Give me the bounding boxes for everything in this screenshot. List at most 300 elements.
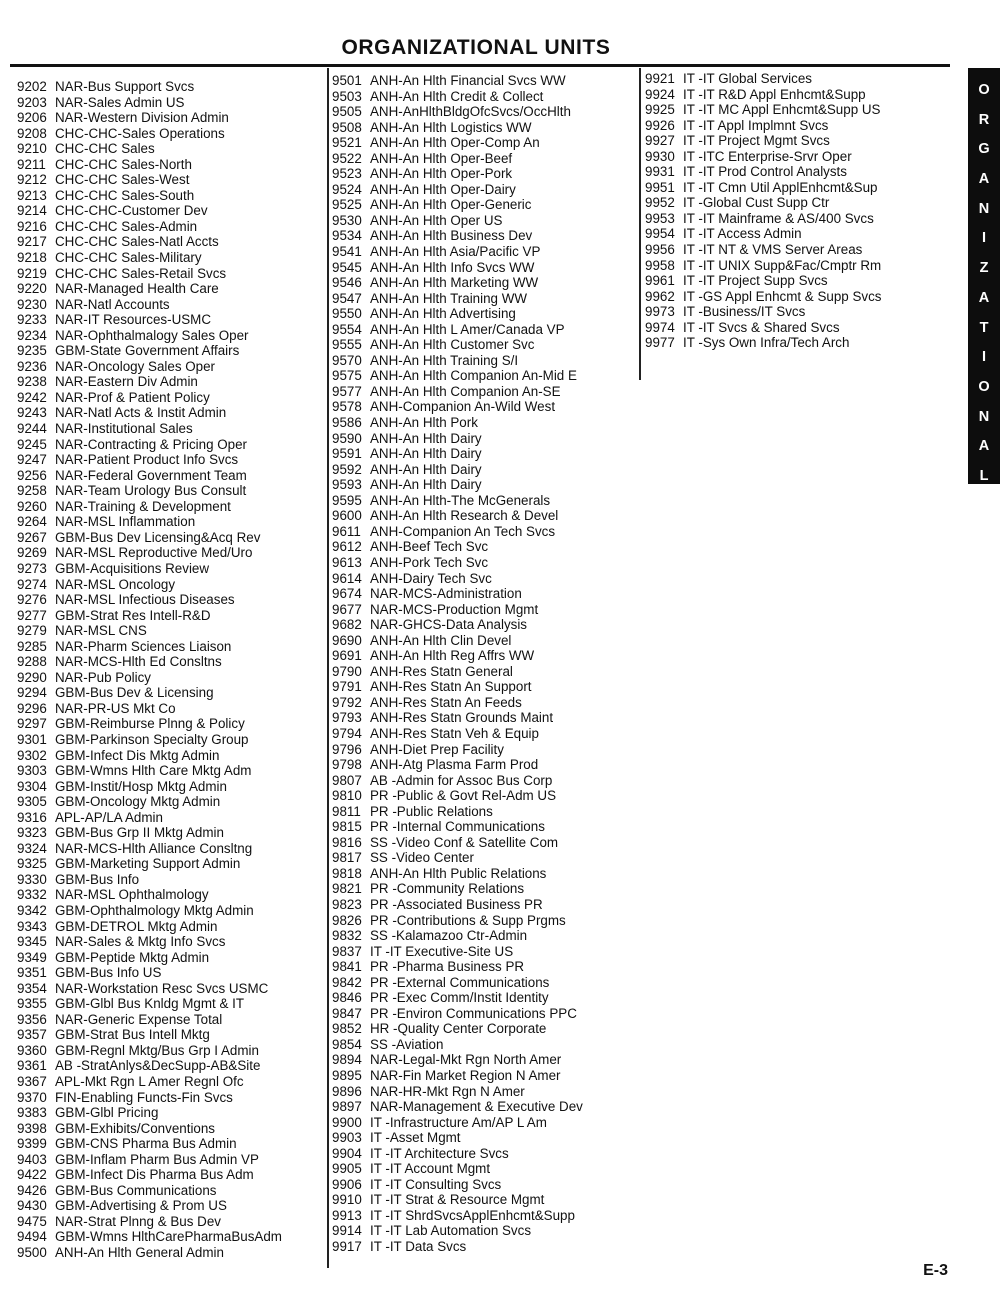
unit-name: ANH-AnHlthBldgOfcSvcs/OccHlth [370,104,571,120]
unit-entry [645,102,945,118]
unit-code: 9674 [332,586,362,602]
unit-name: GBM-Ophthalmology Mktg Admin [55,902,254,918]
unit-name: GBM-Glbl Pricing [55,1105,159,1121]
unit-entry [17,1121,322,1137]
unit-code: 9290 [17,669,47,685]
unit-name: ANH-An Hlth Companion An-SE [370,383,561,399]
unit-entry [645,180,945,196]
unit-code: 9910 [332,1192,362,1208]
unit-name: NAR-IT Resources-USMC [55,312,211,328]
unit-code: 9578 [332,399,362,415]
unit-entry [17,732,322,748]
unit-code: 9354 [17,980,47,996]
unit-code: 9244 [17,421,47,437]
unit-name: NAR-Fin Market Region N Amer [370,1068,561,1083]
unit-name: IT -Sys Own Infra/Tech Arch [683,335,850,351]
unit-code: 9525 [332,197,362,213]
unit-code: 9961 [645,273,675,289]
unit-entry [17,374,322,390]
unit-name: ANH-Res Statn General [370,663,513,679]
unit-entry [645,258,945,274]
unit-code: 9798 [332,757,362,773]
unit-entry [332,1223,637,1239]
unit-code: 9593 [332,477,362,493]
unit-code: 9600 [332,508,362,524]
unit-name: APL-AP/LA Admin [55,809,163,825]
unit-entry [332,213,637,229]
unit-entry [332,586,637,602]
unit-code: 9523 [332,166,362,182]
unit-entry [332,710,637,726]
unit-code: 9977 [645,335,675,351]
unit-code: 9273 [17,560,47,576]
unit-entry [332,166,637,182]
unit-code: 9913 [332,1207,362,1223]
column-3 [645,71,945,351]
unit-code: 9243 [17,405,47,421]
unit-name: ANH-An Hlth Reg Affrs WW [370,648,535,664]
unit-name: NAR-MSL Reproductive Med/Uro [55,545,253,561]
unit-entry [332,1099,637,1115]
unit-name: NAR-MSL Infectious Diseases [55,592,235,608]
side-tab-letter: A [978,438,990,455]
unit-name: NAR-MCS-Hlth Alliance Consltng [55,840,253,856]
unit-entry [17,234,322,250]
unit-entry [17,872,322,888]
unit-code: 9925 [645,102,675,118]
unit-entry [332,1052,637,1068]
unit-entry [332,913,637,929]
unit-code: 9847 [332,1005,362,1021]
unit-code: 9807 [332,772,362,788]
unit-name: SS -Aviation [370,1036,444,1052]
unit-code: 9501 [332,73,362,88]
column-2 [332,73,637,1255]
side-tab-letter: L [979,468,989,485]
unit-code: 9931 [645,164,675,180]
side-tab-letter: R [978,111,990,128]
unit-code: 9208 [17,125,47,141]
unit-name: SS -Kalamazoo Ctr-Admin [370,928,528,944]
unit-code: 9534 [332,228,362,244]
unit-entry [17,421,322,437]
unit-name: GBM-Bus Info US [55,965,162,981]
unit-entry [332,462,637,478]
unit-name: ANH-An Hlth Oper-Comp An [370,135,540,151]
unit-name: NAR-Workstation Resc Svcs USMC [55,980,269,996]
unit-name: GBM-Bus Dev Licensing&Acq Rev [55,529,261,545]
unit-name: AB -Admin for Assoc Bus Corp [370,772,553,788]
unit-name: GBM-Wmns Hlth Care Mktg Adm [55,763,252,779]
unit-entry [332,990,637,1006]
unit-entry [17,623,322,639]
unit-code: 9894 [332,1052,362,1068]
unit-name: ANH-Companion An-Wild West [370,399,556,415]
unit-code: 9612 [332,539,362,555]
unit-code: 9914 [332,1223,362,1239]
unit-name: PR -Environ Communications PPC [370,1005,577,1021]
unit-name: NAR-Generic Expense Total [55,1011,223,1027]
side-tab-letter: A [978,171,990,187]
unit-entry [17,779,322,795]
page-title: ORGANIZATIONAL UNITS [341,36,611,59]
unit-entry [332,228,637,244]
column-1 [17,79,322,1261]
unit-name: PR -External Communications [370,974,550,990]
unit-code: 9895 [332,1068,362,1083]
unit-name: ANH-An Hlth Customer Svc [370,337,535,353]
unit-entry [332,571,637,587]
unit-code: 9213 [17,187,47,203]
unit-entry [332,477,637,493]
unit-name: IT -IT NT & VMS Server Areas [683,242,863,258]
unit-code: 9586 [332,415,362,431]
unit-entry [332,742,637,758]
unit-name: NAR-Pharm Sciences Liaison [55,638,232,654]
unit-entry [332,1021,637,1037]
unit-entry [17,561,322,577]
unit-entry [645,118,945,134]
unit-entry [332,1006,637,1022]
unit-entry [332,275,637,291]
unit-entry [17,1229,322,1245]
unit-name: IT -IT Mainframe & AS/400 Svcs [683,210,874,226]
unit-entry [17,1152,322,1168]
unit-name: GBM-Strat Res Intell-R&D [55,607,211,623]
unit-name: NAR-Natl Acts & Instit Admin [55,405,227,421]
unit-entry [332,260,637,276]
unit-name: NAR-Natl Accounts [55,296,170,312]
unit-code: 9426 [17,1182,47,1198]
unit-name: GBM-Wmns HlthCarePharmaBusAdm [55,1229,282,1245]
unit-code: 9211 [17,156,46,172]
unit-name: ANH-Res Statn An Feeds [370,694,522,710]
unit-name: CHC-CHC Sales-Admin [55,218,198,234]
unit-name: GBM-Strat Bus Intell Mktg [55,1027,210,1043]
unit-name: GBM-Peptide Mktg Admin [55,949,210,965]
unit-name: IT -IT Cmn Util ApplEnhcmt&Sup [683,179,878,195]
unit-code: 9264 [17,514,47,530]
unit-code: 9917 [332,1239,362,1255]
unit-entry [17,405,322,421]
unit-code: 9202 [17,79,47,94]
unit-entry [332,135,637,151]
unit-entry [332,1239,637,1255]
unit-code: 9956 [645,242,675,258]
unit-entry [17,312,322,328]
section-tab [968,68,1000,484]
unit-entry [17,297,322,313]
side-tab-letter: Z [979,260,989,277]
unit-code: 9242 [17,389,47,405]
side-tab-letter: A [978,289,990,306]
unit-code: 9595 [332,492,362,508]
unit-entry [17,1090,322,1106]
unit-name: NAR-Federal Government Team [55,467,247,483]
unit-name: ANH-An Hlth Oper US [370,212,503,228]
unit-code: 9522 [332,150,362,166]
unit-name: GBM-CNS Pharma Bus Admin [55,1136,237,1152]
unit-code: 9577 [332,383,362,399]
unit-code: 9351 [17,965,47,981]
unit-entry [17,95,322,111]
unit-code: 9422 [17,1167,47,1183]
unit-code: 9930 [645,148,675,164]
unit-code: 9370 [17,1089,47,1105]
unit-entry [17,79,322,95]
unit-code: 9235 [17,343,47,359]
unit-entry [332,850,637,866]
unit-entry [332,431,637,447]
unit-entry [17,763,322,779]
unit-code: 9269 [17,545,47,561]
unit-code: 9821 [332,881,362,897]
unit-code: 9288 [17,654,47,670]
unit-name: NAR-Management & Executive Dev [370,1099,583,1115]
unit-name: ANH-An Hlth Training S/I [370,352,519,368]
unit-code: 9794 [332,725,362,741]
unit-name: NAR-Legal-Mkt Rgn North Amer [370,1052,562,1068]
side-tab-letter: I [981,349,987,366]
unit-entry [17,903,322,919]
unit-entry [645,304,945,320]
unit-name: IT -Business/IT Svcs [683,304,806,320]
unit-entry [17,499,322,515]
unit-entry [17,250,322,266]
unit-code: 9267 [17,529,47,545]
unit-entry [332,773,637,789]
unit-entry [332,353,637,369]
unit-code: 9815 [332,819,362,835]
unit-code: 9550 [332,306,362,322]
unit-entry [17,810,322,826]
unit-code: 9854 [332,1036,362,1052]
unit-name: ANH-An Hlth Oper-Dairy [370,181,516,197]
unit-code: 9973 [645,304,675,320]
unit-code: 9575 [332,368,362,384]
unit-entry [332,555,637,571]
unit-code: 9846 [332,990,362,1006]
unit-name: NAR-HR-Mkt Rgn N Amer [370,1083,525,1099]
unit-name: ANH-Res Statn Grounds Maint [370,710,554,726]
column-divider-left [327,68,329,1268]
unit-entry [332,197,637,213]
unit-name: NAR-Bus Support Svcs [55,79,195,94]
unit-name: NAR-Ophthalmalogy Sales Oper [55,327,249,343]
unit-entry [332,399,637,415]
unit-name: ANH-An Hlth Business Dev [370,228,533,244]
unit-entry [17,670,322,686]
unit-entry [332,415,637,431]
unit-code: 9793 [332,710,362,726]
unit-entry [17,1245,322,1261]
unit-code: 9816 [332,834,362,850]
unit-entry [645,289,945,305]
unit-name: ANH-An Hlth Dairy [370,461,482,477]
unit-name: NAR-Patient Product Info Svcs [55,452,239,468]
unit-name: GBM-Infect Dis Pharma Bus Adm [55,1167,254,1183]
unit-code: 9218 [17,250,47,266]
unit-name: GBM-Exhibits/Conventions [55,1120,216,1136]
unit-name: PR -Pharma Business PR [370,959,525,975]
unit-name: CHC-CHC-Sales Operations [55,125,225,141]
unit-entry [17,965,322,981]
unit-name: CHC-CHC Sales-Natl Accts [55,234,219,250]
unit-name: IT -IT Account Mgmt [370,1161,491,1177]
unit-code: 9554 [332,321,362,337]
side-tab-letter: O [978,81,990,98]
unit-name: ANH-An Hlth Logistics WW [370,119,532,135]
unit-entry [17,592,322,608]
unit-name: IT -IT Project Supp Svcs [683,273,828,289]
unit-name: NAR-Pub Policy [55,669,151,685]
title-rule [10,64,950,67]
unit-name: ANH-An Hlth Dairy [370,430,482,446]
unit-name: GBM-Regnl Mktg/Bus Grp I Admin [55,1042,259,1058]
unit-entry [645,133,945,149]
unit-code: 9952 [645,195,675,211]
unit-code: 9301 [17,731,47,747]
unit-code: 9614 [332,570,362,586]
unit-code: 9842 [332,974,362,990]
unit-code: 9206 [17,110,47,126]
unit-code: 9316 [17,809,47,825]
side-tab-letter: T [979,319,989,336]
unit-code: 9500 [17,1245,47,1261]
unit-code: 9927 [645,133,675,149]
unit-code: 9837 [332,943,362,959]
unit-code: 9494 [17,1229,47,1245]
unit-name: ANH-An Hlth Training WW [370,290,527,306]
unit-name: IT -IT R&D Appl Enhcmt&Supp [683,86,866,102]
unit-name: IT -IT Svcs & Shared Svcs [683,319,840,335]
unit-entry [332,1084,637,1100]
unit-name: NAR-MCS-Production Mgmt [370,601,539,617]
unit-entry [17,716,322,732]
unit-code: 9345 [17,934,47,950]
unit-entry [17,188,322,204]
unit-name: ANH-Dairy Tech Svc [370,570,492,586]
unit-code: 9203 [17,94,47,110]
unit-code: 9818 [332,865,362,881]
unit-entry [332,306,637,322]
unit-name: ANH-An Hlth-The McGenerals [370,492,551,508]
unit-code: 9383 [17,1105,47,1121]
unit-entry [17,1136,322,1152]
unit-entry [17,934,322,950]
unit-code: 9217 [17,234,47,250]
unit-entry [17,1043,322,1059]
unit-entry [332,959,637,975]
unit-entry [332,1115,637,1131]
unit-entry [332,508,637,524]
unit-name: PR -Internal Communications [370,819,545,835]
side-tab-letter: G [978,141,990,158]
unit-entry [332,1130,637,1146]
unit-entry [332,602,637,618]
unit-name: GBM-Bus Info [55,871,140,887]
unit-name: CHC-CHC-Customer Dev [55,203,208,219]
unit-entry [332,819,637,835]
unit-name: ANH-Res Statn Veh & Equip [370,725,539,741]
unit-code: 9508 [332,119,362,135]
unit-entry [17,343,322,359]
unit-entry [645,195,945,211]
unit-entry [17,825,322,841]
unit-code: 9841 [332,959,362,975]
unit-entry [17,141,322,157]
unit-name: IT -IT Data Svcs [370,1239,467,1255]
unit-name: GBM-Instit/Hosp Mktg Admin [55,778,227,794]
unit-name: FIN-Enabling Functs-Fin Svcs [55,1089,233,1105]
unit-entry [332,1068,637,1084]
unit-code: 9302 [17,747,47,763]
unit-code: 9811 [332,803,361,819]
unit-code: 9613 [332,554,362,570]
unit-entry [17,514,322,530]
unit-code: 9274 [17,576,47,592]
unit-entry [332,881,637,897]
unit-code: 9958 [645,257,675,273]
unit-name: GBM-Oncology Mktg Admin [55,794,221,810]
unit-entry [17,359,322,375]
unit-entry [17,1012,322,1028]
unit-code: 9555 [332,337,362,353]
unit-name: IT -IT Strat & Resource Mgmt [370,1192,545,1208]
unit-entry [17,887,322,903]
unit-name: GBM-Glbl Bus Knldg Mgmt & IT [55,996,245,1012]
unit-entry [17,452,322,468]
unit-entry [332,493,637,509]
unit-entry [17,856,322,872]
unit-name: CHC-CHC Sales-Military [55,250,202,266]
unit-name: ANH-An Hlth Dairy [370,446,482,462]
unit-code: 9545 [332,259,362,275]
unit-entry [17,172,322,188]
unit-name: IT -IT Project Mgmt Svcs [683,133,830,149]
unit-name: ANH-Diet Prep Facility [370,741,504,757]
unit-code: 9505 [332,104,362,120]
unit-name: IT -ITC Enterprise-Srvr Oper [683,148,852,164]
unit-code: 9325 [17,856,47,872]
unit-entry [645,335,945,351]
unit-code: 9355 [17,996,47,1012]
unit-code: 9974 [645,319,675,335]
unit-code: 9245 [17,436,47,452]
unit-entry [332,1208,637,1224]
unit-code: 9503 [332,88,362,104]
unit-name: GBM-Reimburse Plnng & Policy [55,716,245,732]
unit-code: 9238 [17,374,47,390]
unit-name: NAR-Team Urology Bus Consult [55,483,247,499]
unit-name: ANH-Beef Tech Svc [370,539,489,555]
unit-code: 9258 [17,483,47,499]
unit-code: 9906 [332,1176,362,1192]
unit-code: 9826 [332,912,362,928]
unit-entry [17,1198,322,1214]
unit-entry [332,384,637,400]
unit-name: NAR-MSL Ophthalmology [55,887,209,903]
unit-name: NAR-MSL Oncology [55,576,176,592]
unit-name: NAR-MSL CNS [55,623,147,639]
unit-entry [332,1161,637,1177]
unit-name: GBM-Marketing Support Admin [55,856,241,872]
unit-name: GBM-Bus Grp II Mktg Admin [55,825,224,841]
unit-code: 9690 [332,632,362,648]
unit-name: IT -IT Consulting Svcs [370,1176,502,1192]
unit-entry [17,219,322,235]
unit-entry [17,654,322,670]
